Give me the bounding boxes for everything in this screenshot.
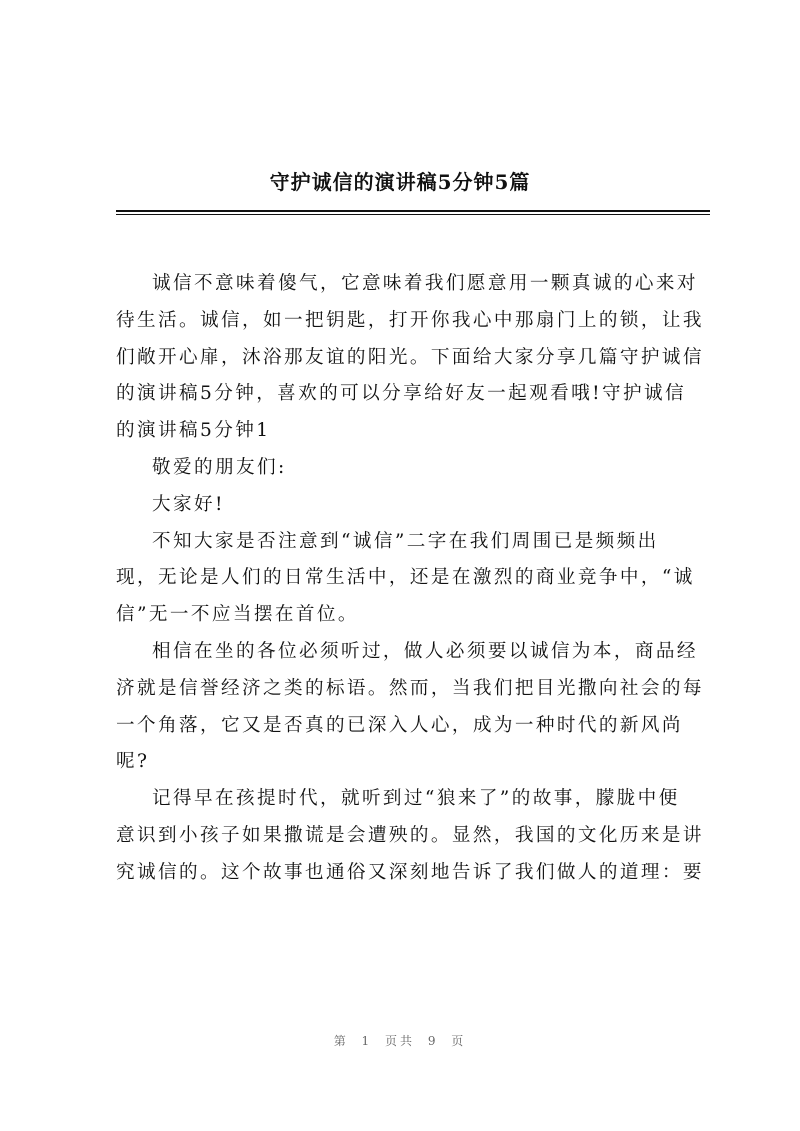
document-body bbox=[116, 266, 710, 892]
body-line: 诚信不意味着傻气，它意味着我们愿意用一颗真诚的心来对 bbox=[152, 273, 698, 294]
body-line: 济就是信誉经济之类的标语。然而，当我们把目光撒向社会的每 bbox=[116, 677, 704, 699]
body-line: 相信在坐的各位必须听过，做人必须要以诚信为本，商品经 bbox=[152, 640, 698, 662]
body-line: 敬爱的朋友们: bbox=[152, 456, 287, 478]
title-rule-thin bbox=[116, 214, 710, 215]
body-line: 大家好! bbox=[152, 493, 225, 515]
body-line: 的演讲稿5分钟1 bbox=[116, 420, 271, 442]
body-line: 现，无论是人们的日常生活中，还是在激烈的商业竞争中，“诚 bbox=[116, 567, 695, 589]
body-line: 一个角落，它又是否真的已深入人心，成为一种时代的新风尚 bbox=[116, 714, 683, 736]
document-title: 守护诚信的演讲稿5分钟5篇 bbox=[269, 170, 531, 194]
body-line: 意识到小孩子如果撒谎是会遭殃的。显然，我国的文化历来是讲 bbox=[116, 824, 704, 846]
body-line: 不知大家是否注意到“诚信”二字在我们周围已是频频出 bbox=[152, 530, 659, 552]
body-line: 的演讲稿5分钟，喜欢的可以分享给好友一起观看哦!守护诚信 bbox=[116, 383, 686, 405]
body-line: 呢? bbox=[116, 751, 150, 773]
body-line: 待生活。诚信，如一把钥匙，打开你我心中那扇门上的锁，让我 bbox=[116, 309, 704, 331]
page-footer: 第 1 页共 9 页 bbox=[333, 1034, 467, 1048]
body-line: 究诚信的。这个故事也通俗又深刻地告诉了我们做人的道理：要 bbox=[116, 861, 704, 883]
body-line: 们敞开心扉，沐浴那友谊的阳光。下面给大家分享几篇守护诚信 bbox=[116, 346, 704, 368]
body-line: 记得早在孩提时代，就听到过“狼来了”的故事，朦胧中便 bbox=[152, 788, 680, 810]
title-rule-thick bbox=[116, 210, 710, 212]
body-line: 信”无一不应当摆在首位。 bbox=[116, 604, 359, 626]
